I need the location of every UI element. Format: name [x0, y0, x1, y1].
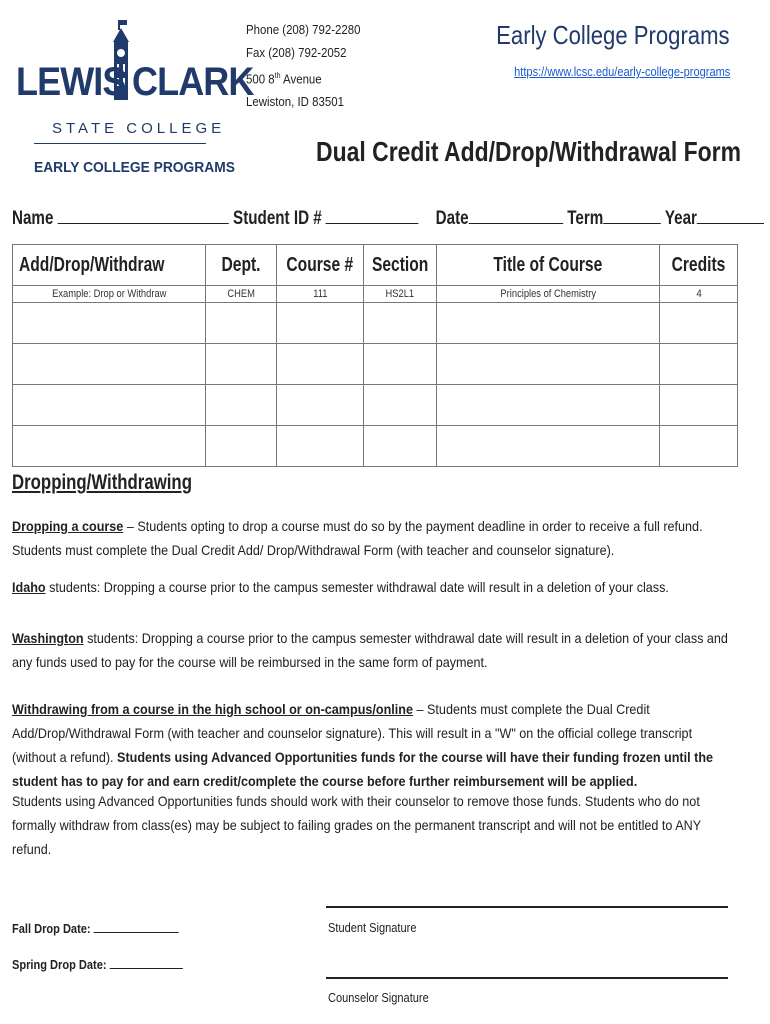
program-link[interactable]: https://www.lcsc.edu/early-college-programs [513, 64, 730, 79]
date-label: Date [435, 208, 469, 229]
student-signature-label: Student Signature [328, 920, 417, 935]
example-dept: CHEM [206, 286, 277, 303]
example-course: 111 [277, 286, 364, 303]
street-address: 500 8th Avenue [246, 71, 322, 87]
col-header-dept: Dept. [206, 245, 277, 286]
col-header-action: Add/Drop/Withdraw [13, 245, 206, 286]
fall-drop-date: Fall Drop Date: [12, 920, 179, 936]
example-action: Example: Drop or Withdraw [13, 286, 206, 303]
date-field[interactable] [469, 207, 563, 224]
table-row[interactable] [13, 344, 738, 385]
example-title: Principles of Chemistry [437, 286, 660, 303]
table-row[interactable] [13, 426, 738, 467]
name-field[interactable] [58, 207, 229, 224]
phone-number: Phone (208) 792-2280 [246, 22, 361, 37]
contact-block [246, 18, 376, 113]
student-signature-line[interactable] [326, 906, 728, 908]
name-label: Name [12, 208, 54, 229]
program-title: Early College Programs [496, 20, 730, 50]
paragraph-advanced-opportunities: Students using Advanced Opportunities funds should work with their counselor to remove those funds. Students who do not formally withdraw from class(es) may be subject to failing grades on the permanent transcript and will not be entitled to ANY refund. [12, 793, 701, 857]
form-title: Dual Credit Add/Drop/Withdrawal Form [316, 136, 741, 167]
section-title: Dropping/Withdrawing [12, 471, 192, 494]
fall-drop-date-field[interactable] [94, 920, 179, 933]
col-header-title: Title of Course [437, 245, 660, 286]
col-header-course: Course # [277, 245, 364, 286]
student-id-field[interactable] [326, 207, 419, 224]
paragraph-withdrawing: Withdrawing from a course in the high school or on-campus/online – Students must complete the Dual Credit Add/Drop/Withdrawal Form (with teacher and counselor signature). This will result in a "W" on the official college transcript (without a refund). Students using Advanced Opportunities funds for the course will have their funding frozen until the student has to pay for and earn credit/complete the course before further reimbursement will be applied. [12, 701, 714, 789]
col-header-credits: Credits [660, 245, 738, 286]
city-address: Lewiston, ID 83501 [246, 94, 344, 110]
logo-program-name: EARLY COLLEGE PROGRAMS [34, 159, 235, 176]
col-header-section: Section [363, 245, 436, 286]
paragraph-idaho: Idaho students: Dropping a course prior to the campus semester withdrawal date will result in a deletion of your class. [12, 579, 669, 595]
term-label: Term [567, 208, 604, 229]
counselor-signature-line[interactable] [326, 977, 728, 979]
example-credits: 4 [660, 286, 738, 303]
college-logo [14, 14, 254, 176]
logo-subtitle: STATE COLLEGE [52, 120, 226, 137]
spring-drop-date: Spring Drop Date: [12, 956, 183, 972]
table-header-row [13, 245, 738, 286]
year-field[interactable] [697, 207, 764, 224]
table-row[interactable] [13, 385, 738, 426]
counselor-signature-label: Counselor Signature [328, 990, 429, 1005]
course-table [12, 244, 738, 467]
year-label: Year [664, 208, 697, 229]
term-field[interactable] [603, 207, 661, 224]
example-row [13, 286, 738, 303]
logo-divider [34, 143, 206, 144]
paragraph-dropping: Dropping a course – Students opting to drop a course must do so by the payment deadline in order to receive a full refund. Students must complete the Dual Credit Add/ Drop/Withdrawal Form (with teacher and counselor signature). [12, 518, 703, 558]
spring-drop-date-field[interactable] [110, 956, 183, 969]
student-fields [12, 207, 764, 230]
fax-number: Fax (208) 792-2052 [246, 45, 347, 60]
table-row[interactable] [13, 303, 738, 344]
student-id-label: Student ID # [233, 208, 322, 229]
paragraph-washington: Washington students: Dropping a course prior to the campus semester withdrawal date will result in a deletion of your class and any funds used to pay for the course will be reimbursed in the same form of payment. [12, 630, 728, 670]
logo-word-clark: CLARK [132, 60, 254, 104]
logo-word-lewis: LEWIS [16, 60, 126, 104]
example-section: HS2L1 [363, 286, 436, 303]
